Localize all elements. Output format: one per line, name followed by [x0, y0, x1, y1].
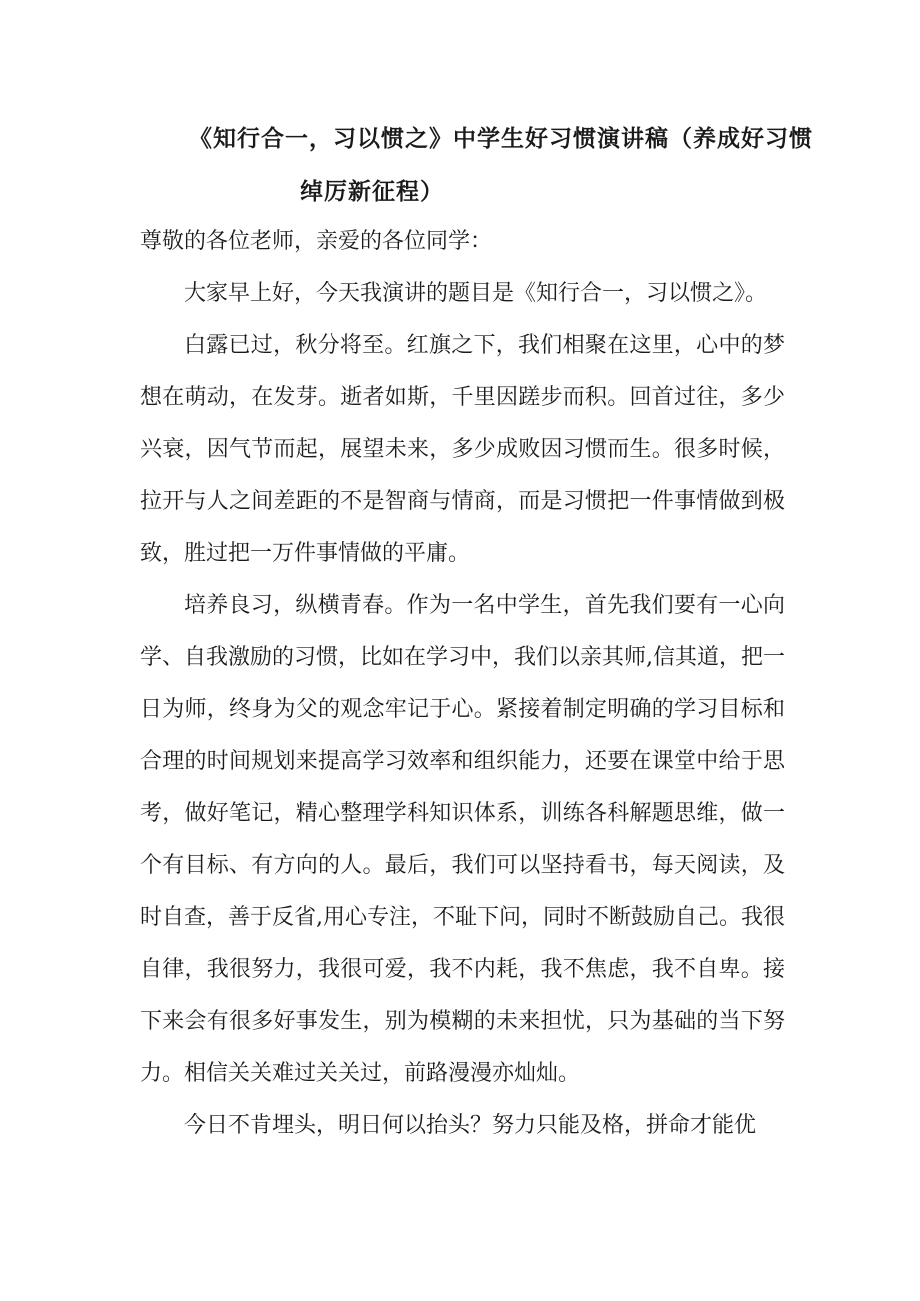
paragraph-1: 大家早上好，今天我演讲的题目是《知行合一，习以惯之》。 — [184, 281, 768, 306]
document-title-line-1: 《知行合一，习以惯之》中学生好习惯演讲稿（养成好习惯 — [189, 126, 813, 152]
document-title-line-2: 绰厉新征程） — [300, 179, 444, 205]
paragraph-3: 培养良习，纵横青春。作为一名中学生，首先我们要有一心向学、自我激励的习惯，比如在学习中，我们以亲其师,信其道，把一日为师，终身为父的观念牢记于心。紧接着制定明确的学习目标和合理的时间规划来提高学习效率和组织能力，还要在课堂中给于思考，做好笔记，精心整理学科知识体系，训练各科解题思维，做一个有目标、有方向的人。最后，我们可以坚持看书，每天阅读，及时自查，善于反省,用心专注，不耻下问，同时不断鼓励自己。我很自律，我很努力，我很可爱，我不内耗，我不焦虑，我不自卑。接下来会有很多好事发生，别为模糊的未来担忧，只为基础的当下努力。相信关关难过关关过，前路漫漫亦灿灿。 — [140, 593, 785, 1086]
document-body — [140, 216, 785, 1152]
greeting: 尊敬的各位老师，亲爱的各位同学： — [140, 229, 493, 254]
paragraph-2: 白露已过，秋分将至。红旗之下，我们相聚在这里，心中的梦想在萌动，在发芽。逝者如斯，千里因蹉步而积。回首过往，多少兴衰，因气节而起，展望未来，多少成败因习惯而生。很多时候，拉开与人之间差距的不是智商与情商，而是习惯把一件事情做到极致，胜过把一万件事情做的平庸。 — [140, 333, 785, 566]
paragraph-4: 今日不肯埋头，明日何以抬头？努力只能及格，拼命才能优 — [184, 1113, 757, 1138]
